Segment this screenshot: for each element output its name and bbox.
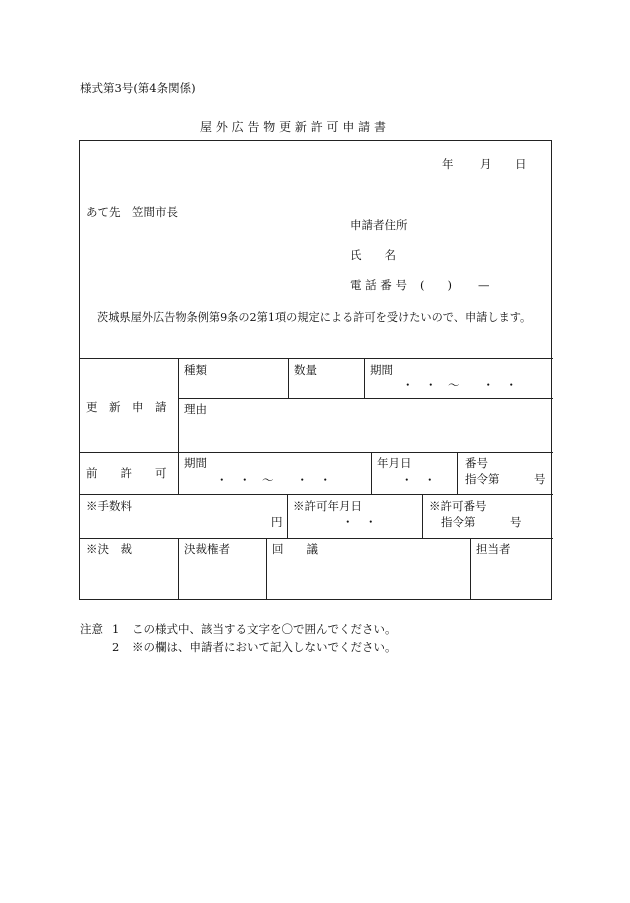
permit-number-value: 指令第 号 xyxy=(441,515,522,529)
decision-circulation-label: 回 議 xyxy=(272,542,318,556)
note-1-text: この様式中、該当する文字を〇で囲んでください。 xyxy=(132,622,397,636)
previous-period-label: 期間 xyxy=(184,456,207,470)
renewal-label: 更 新 申 請 xyxy=(86,400,167,414)
divider-main xyxy=(80,358,553,359)
decision-authority-label: 決裁権者 xyxy=(184,542,230,556)
renewal-reason-label: 理由 xyxy=(184,402,207,416)
divider-type-qty xyxy=(288,358,289,398)
divider-decision-authority xyxy=(178,538,179,600)
divider-qty-period xyxy=(364,358,365,398)
fee-unit: 円 xyxy=(271,515,283,529)
applicant-address-label: 申請者住所 xyxy=(350,218,408,232)
divider-prev-period-date xyxy=(371,452,372,494)
note-2-number: 2 xyxy=(112,640,120,654)
previous-date-value: ・ ・ xyxy=(401,473,436,487)
notes-label: 注意 xyxy=(80,622,103,636)
form-number: 様式第3号(第4条関係) xyxy=(80,81,196,95)
previous-period-value: ・ ・ 〜 ・ ・ xyxy=(216,473,331,487)
addressee: あて先 笠間市長 xyxy=(86,205,178,219)
renewal-period-label: 期間 xyxy=(370,363,393,377)
divider-label-col xyxy=(178,358,179,494)
decision-label: ※決 裁 xyxy=(86,542,132,556)
applicant-phone-paren: ( ) xyxy=(420,278,452,292)
application-form xyxy=(79,140,552,600)
divider-permitdate-number xyxy=(422,494,423,538)
note-1-number: 1 xyxy=(112,622,120,636)
renewal-qty-label: 数量 xyxy=(294,363,317,377)
divider-prev-date-number xyxy=(457,452,458,494)
decision-person-label: 担当者 xyxy=(476,542,511,556)
renewal-type-label: 種類 xyxy=(184,363,207,377)
previous-number-label: 番号 xyxy=(465,456,488,470)
permit-number-label: ※許可番号 xyxy=(429,499,487,513)
divider-fee-permitdate xyxy=(287,494,288,538)
divider-previous xyxy=(80,452,553,453)
application-statement: 茨城県屋外広告物条例第9条の2第1項の規定による許可を受けたいので、申請します。 xyxy=(97,311,532,324)
date-month: 月 xyxy=(480,157,492,171)
previous-number-value: 指令第 号 xyxy=(465,472,546,486)
permit-date-label: ※許可年月日 xyxy=(293,499,362,513)
date-day: 日 xyxy=(515,157,527,171)
form-title: 屋 外 広 告 物 更 新 許 可 申 請 書 xyxy=(200,120,386,134)
permit-date-value: ・ ・ xyxy=(342,515,377,529)
note-2-text: ※の欄は、申請者において記入しないでください。 xyxy=(132,640,397,654)
applicant-phone-label: 電 話 番 号 xyxy=(350,278,407,292)
divider-office xyxy=(80,494,553,495)
applicant-phone-dash: — xyxy=(478,278,490,292)
previous-permit-label: 前 許 可 xyxy=(86,466,167,480)
previous-date-label: 年月日 xyxy=(377,456,412,470)
divider-renewal-reason xyxy=(178,398,553,399)
divider-authority-circulation xyxy=(266,538,267,600)
renewal-period-value: ・ ・ 〜 ・ ・ xyxy=(402,378,517,392)
applicant-name-label: 氏 名 xyxy=(350,248,396,262)
divider-decision xyxy=(80,538,553,539)
date-year: 年 xyxy=(442,157,454,171)
divider-circulation-person xyxy=(470,538,471,600)
fee-label: ※手数料 xyxy=(86,499,132,513)
